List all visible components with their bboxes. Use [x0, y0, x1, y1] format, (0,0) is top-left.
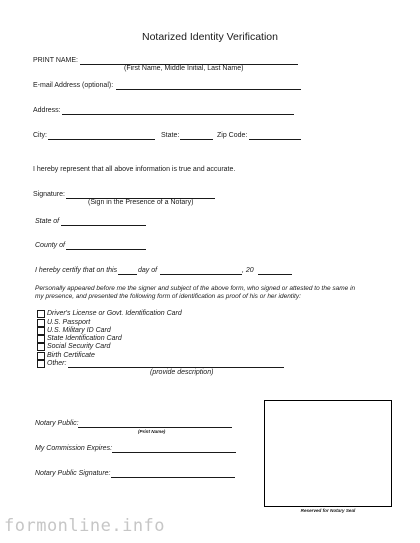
checkbox-other[interactable]: [37, 360, 45, 368]
city-label: City:: [33, 132, 47, 139]
option-birth-certificate: Birth Certificate: [47, 352, 95, 359]
certify-month-field[interactable]: [160, 274, 242, 275]
signature-label: Signature:: [33, 191, 65, 198]
provide-description-hint: (provide description): [150, 369, 214, 376]
option-military-id: U.S. Military ID Card: [47, 327, 111, 334]
signature-hint: (Sign in the Presence of a Notary): [88, 199, 194, 206]
option-state-id: State Identification Card: [47, 335, 122, 342]
commission-expires-label: My Commission Expires:: [35, 445, 113, 452]
checkbox-social-security[interactable]: [37, 343, 45, 351]
notary-print-name-hint: (Print Name): [138, 428, 166, 434]
option-social-security: Social Security Card: [47, 343, 111, 350]
address-label: Address:: [33, 107, 61, 114]
certify-year-field[interactable]: [258, 274, 292, 275]
certify-year-label: , 20: [242, 267, 254, 274]
notary-seal-box: [264, 400, 392, 507]
checkbox-military-id[interactable]: [37, 327, 45, 335]
state-of-field[interactable]: [61, 225, 146, 226]
representation-statement: I hereby represent that all above information is true and accurate.: [33, 166, 236, 173]
commission-expires-field[interactable]: [112, 452, 236, 453]
site-watermark: formonline.info: [4, 516, 166, 536]
certify-prefix: I hereby certify that on this: [35, 267, 118, 274]
certify-day-label: day of: [138, 267, 158, 274]
option-drivers-license: Driver's License or Govt. Identification Card: [47, 310, 182, 317]
other-description-field[interactable]: [68, 367, 284, 368]
notary-signature-label: Notary Public Signature:: [35, 470, 111, 477]
state-field[interactable]: [180, 139, 213, 140]
state-of-label: State of: [35, 218, 60, 225]
print-name-label: PRINT NAME:: [33, 57, 78, 64]
notary-public-label: Notary Public:: [35, 420, 79, 427]
notary-seal-caption: Reserved for Notary Seal: [300, 508, 356, 513]
print-name-hint: (First Name, Middle Initial, Last Name): [124, 65, 244, 72]
county-of-field[interactable]: [66, 249, 146, 250]
option-other: Other:: [47, 360, 67, 367]
appearance-paragraph-line-2: my presence, and presented the following form of identification as proof of his or her identity:: [35, 293, 301, 300]
appearance-paragraph-line-1: Personally appeared before me the signer and subject of the above form, who signed or attested to the same in: [35, 285, 356, 292]
page-title: Notarized Identity Verification: [142, 31, 278, 43]
checkbox-passport[interactable]: [37, 319, 45, 327]
notary-signature-field[interactable]: [111, 477, 235, 478]
county-of-label: County of: [35, 242, 65, 249]
checkbox-birth-certificate[interactable]: [37, 352, 45, 360]
zip-field[interactable]: [249, 139, 301, 140]
email-label: E-mail Address (optional):: [33, 82, 114, 89]
state-label: State:: [161, 132, 180, 139]
checkbox-drivers-license[interactable]: [37, 310, 45, 318]
checkbox-state-id[interactable]: [37, 335, 45, 343]
option-passport: U.S. Passport: [47, 319, 91, 326]
email-field[interactable]: [116, 89, 301, 90]
zip-label: Zip Code:: [217, 132, 248, 139]
certify-day-field[interactable]: [118, 274, 137, 275]
address-field[interactable]: [62, 114, 294, 115]
city-field[interactable]: [48, 139, 155, 140]
